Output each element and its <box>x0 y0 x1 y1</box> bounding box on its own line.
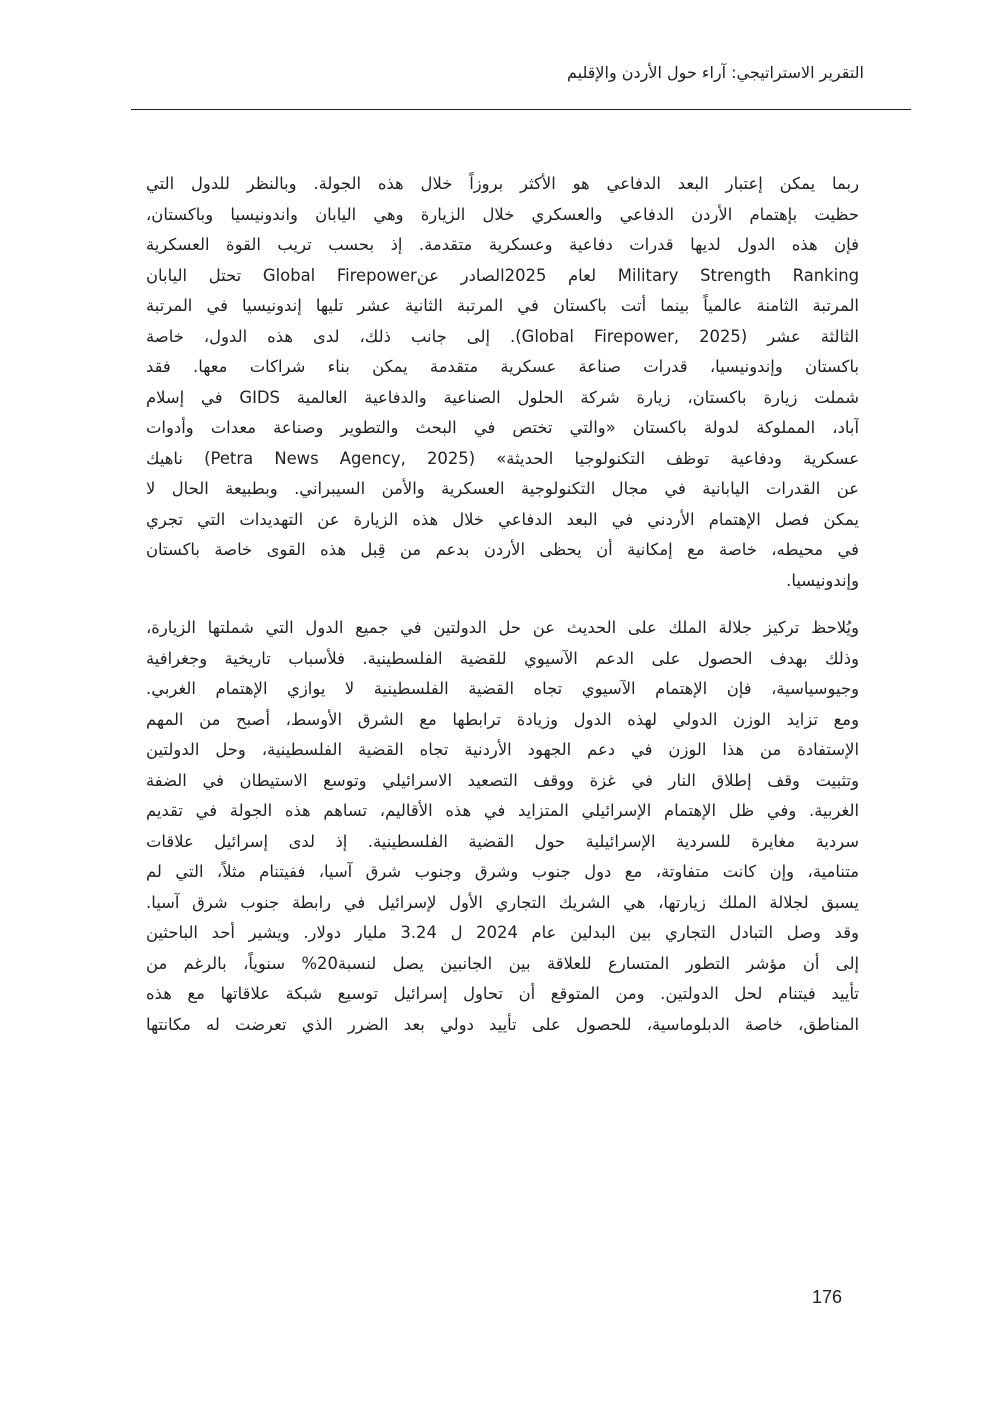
text-line: ويُلاحظ تركيز جلالة الملك على الحديث عن حل الدولتين في جميع الدول التي شملتها الزيارة، <box>146 618 859 637</box>
text-line: إلى أن مؤشر التطور المتسارع للعلاقة بين الجانبين يصل لنسبة20% سنوياً، بالرغم من <box>146 953 859 973</box>
text-line: عسكرية ودفاعية توظف التكنولوجيا الحديثة» (Petra News Agency, 2025) ناهيك <box>146 448 859 468</box>
text-line: وإندونيسيا. <box>786 570 859 590</box>
paragraph-two-state-solution <box>146 613 859 1040</box>
text-line: باكستان وإندونيسيا، قدرات صناعة عسكرية متقدمة يمكن بناء شراكات معها. فقد <box>146 357 859 376</box>
text-line: الإستفادة من هذا الوزن في دعم الجهود الأردنية تجاه القضية الفلسطينية، وحل الدولتين <box>146 740 859 759</box>
text-line: ومع تزايد الوزن الدولي لهذه الدول وزيادة ترابطها مع الشرق الأوسط، أصبح من المهم <box>146 709 859 729</box>
text-line: سردية مغايرة للسردية الإسرائيلية حول القضية الفلسطينية. إذ لدى إسرائيل علاقات <box>146 831 859 851</box>
paragraph-defense <box>146 169 859 596</box>
text-line: عن القدرات اليابانية في مجال التكنولوجية العسكرية والأمن السيبراني. وبطبيعة الحال لا <box>146 479 859 498</box>
text-line: آباد، المملوكة لدولة باكستان «والتي تختص في البحث والتطوير وصناعة معدات وأدوات <box>146 418 859 437</box>
text-line: وجيوسياسية، فإن الإهتمام الآسيوي تجاه القضية الفلسطينية لا يوازي الإهتمام الغربي. <box>146 679 859 698</box>
text-line: المرتبة الثامنة عالمياً بينما أتت باكستان في المرتبة الثانية عشر تليها إندونيسيا في المرتبة <box>146 296 859 315</box>
text-line: وقد وصل التبادل التجاري بين البدلين عام 2024 ل 3.24 مليار دولار. ويشير أحد الباحثين <box>146 923 859 942</box>
text-line: يمكن فصل الإهتمام الأردني في البعد الدفاعي خلال هذه الزيارة عن التهديدات التي تجري <box>146 509 859 529</box>
text-line: المناطق، خاصة الدبلوماسية، للحصول على تأييد دولي بعد الضرر الذي تعرضت له مكانتها <box>146 1014 859 1034</box>
text-line: الغربية. وفي ظل الإهتمام الإسرائيلي المتزايد في هذه الأقاليم، تساهم هذه الجولة في تقديم <box>146 801 859 820</box>
text-line: Military Strength Ranking لعام 2025الصادر عنGlobal Firepower تحتل اليابان <box>146 265 859 285</box>
text-line: يسبق لجلالة الملك زيارتها، هي الشريك التجاري الأول لإسرائيل في رابطة جنوب شرق آسيا. <box>146 892 859 912</box>
body-text <box>146 169 859 1040</box>
text-line: في محيطه، خاصة مع إمكانية أن يحظى الأردن بدعم من قِبل هذه القوى خاصة باكستان <box>146 540 859 559</box>
text-line: وذلك بهدف الحصول على الدعم الآسيوي للقضية الفلسطينية. فلأسباب تاريخية وجغرافية <box>146 648 859 668</box>
text-line: فإن هذه الدول لديها قدرات دفاعية وعسكرية متقدمة. إذ بحسب تريب القوة العسكرية <box>146 235 859 254</box>
page-number: 176 <box>812 1287 843 1307</box>
text-line: وتثبيت وقف إطلاق النار في غزة ووقف التصعيد الاسرائيلي وتوسع الاستيطان في الضفة <box>146 770 859 790</box>
header-divider <box>131 109 911 110</box>
text-line: متنامية، وإن كانت متفاوتة، مع دول جنوب وشرق وجنوب شرق آسيا، ففيتنام مثلاً، التي لم <box>146 862 859 881</box>
running-header: التقرير الاستراتيجي: آراء حول الأردن والإقليم <box>566 63 864 82</box>
text-line: شملت زيارة باكستان، زيارة شركة الحلول الصناعية والدفاعية العالمية GIDS في إسلام <box>146 387 859 407</box>
text-line: ربما يمكن إعتبار البعد الدفاعي هو الأكثر بروزاً خلال هذه الجولة. وبالنظر للدول التي <box>146 174 859 193</box>
text-line: حظيت بإهتمام الأردن الدفاعي والعسكري خلال الزيارة وهي اليابان واندونيسيا وباكستان، <box>146 204 859 224</box>
text-line: تأييد فيتنام لحل الدولتين. ومن المتوقع أن تحاول إسرائيل توسيع شبكة علاقاتها مع هذه <box>146 984 859 1003</box>
text-line: الثالثة عشر (Global Firepower, 2025). إلى جانب ذلك، لدى هذه الدول، خاصة <box>146 326 859 346</box>
